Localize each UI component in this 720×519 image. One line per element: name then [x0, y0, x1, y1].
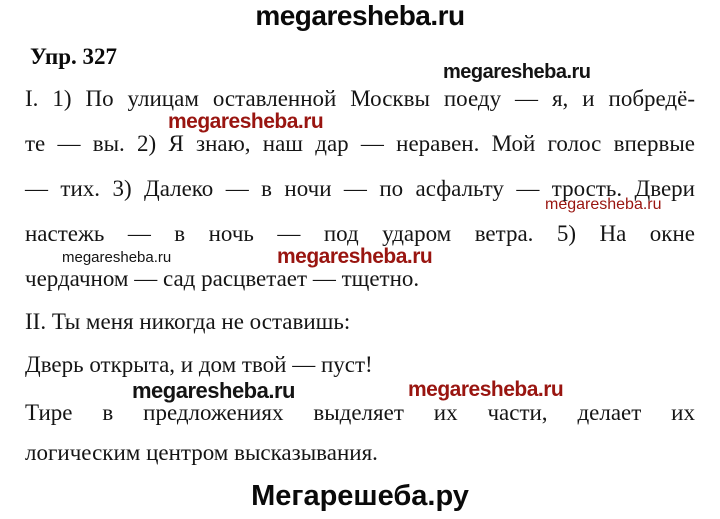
site-title-bottom: Мегарешеба.ру: [251, 480, 469, 512]
site-title-top: megaresheba.ru: [255, 0, 465, 31]
part1-paragraph: [25, 76, 695, 301]
watermark: megaresheba.ru: [443, 61, 591, 83]
watermark: megaresheba.ru: [62, 249, 172, 266]
watermark: megaresheba.ru: [132, 378, 295, 403]
watermark: megaresheba.ru: [168, 110, 324, 133]
text-line: — тих. 3) Далеко — в ночи — по асфальту — трость. Двери: [25, 176, 695, 201]
part2-line: II. Ты меня никогда не оставишь:: [25, 309, 351, 334]
exercise-number: Упр. 327: [30, 44, 118, 69]
text-line: те — вы. 2) Я знаю, наш дар — неравен. Мой голос впервые: [25, 131, 695, 156]
text-line: І. 1) По улицам оставленной Москвы поеду — я, и побредё-: [25, 86, 695, 111]
watermark: megaresheba.ru: [408, 378, 564, 401]
conclusion-line: логическим центром высказывания.: [25, 440, 378, 465]
conclusion-line: Тире в предложениях выделяет их части, делает их: [25, 400, 695, 425]
watermark: megaresheba.ru: [545, 196, 662, 213]
watermark: megaresheba.ru: [277, 245, 433, 268]
text-line: настежь — в ночь — под ударом ветра. 5) На окне: [25, 221, 695, 246]
text-line: чердачном — сад расцветает — тщетно.: [25, 266, 420, 291]
part2-line: Дверь открыта, и дом твой — пуст!: [25, 352, 373, 377]
